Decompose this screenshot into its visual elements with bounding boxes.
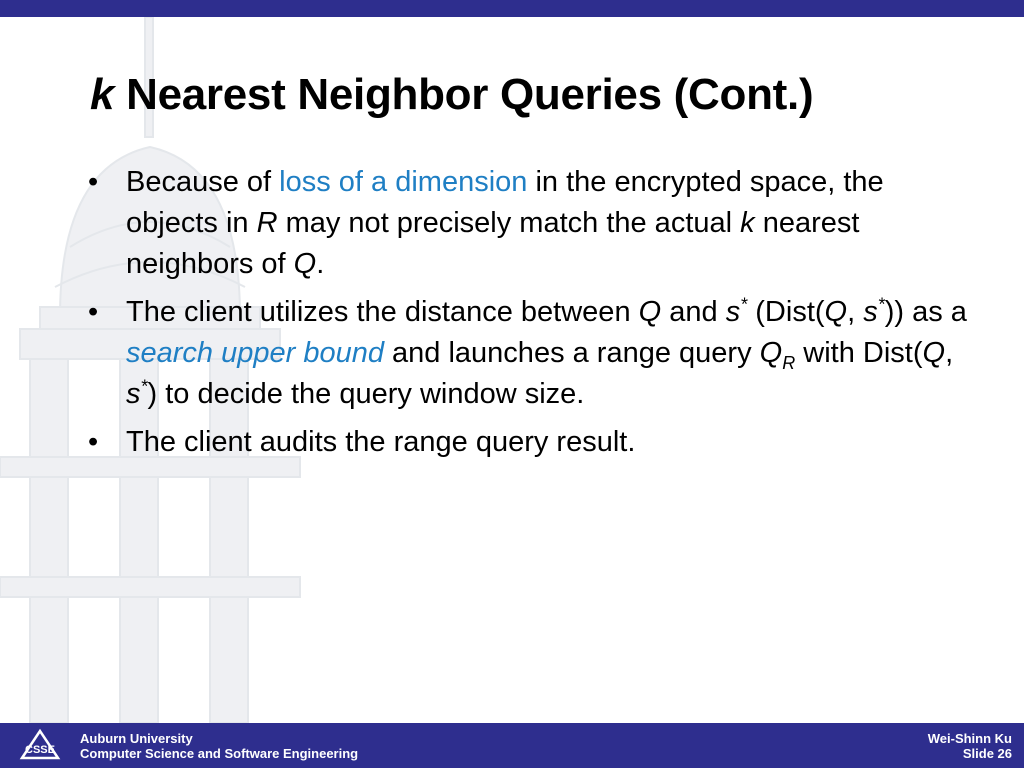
superscript-star: * [140,376,148,397]
csse-logo-icon [18,728,62,762]
footer-bar [0,723,1024,768]
bullet-text: and [661,296,726,328]
italic-symbol: Q [922,337,946,369]
bullet-text: )) as a [884,296,967,328]
bullet-text: ) to decide the query window size. [147,378,585,410]
footer-left [80,731,358,761]
footer-author: Wei-Shinn Ku [927,731,1012,746]
svg-text:CSSE: CSSE [25,744,55,756]
title-text: Nearest Neighbor Queries (Cont.) [126,70,814,119]
bullet-text: nearest neighbors of [126,207,860,280]
title-k: k [90,70,115,119]
italic-symbol: s [863,296,878,328]
bullet-text: , [847,296,864,328]
bullet-text: may not precisely match the actual [277,207,741,239]
bullet-text: (Dist( [747,296,825,328]
bullet-text: Because of [126,166,280,198]
footer-right [928,731,1012,761]
bullet-text: The client audits the range query result. [126,426,636,458]
italic-symbol: Q [759,337,783,369]
footer-department: Computer Science and Software Engineering [80,746,359,761]
bullet-list [88,162,968,470]
bullet-text: and launches a range query [383,337,760,369]
bullet-item [88,422,968,463]
italic-symbol: s [126,378,141,410]
bullet-text: . [316,248,325,280]
italic-symbol: Q [638,296,662,328]
bullet-marker: • [88,426,99,458]
highlight-text: search upper bound [126,337,384,369]
superscript-star: * [877,294,885,315]
bullet-item [88,292,968,415]
footer-university: Auburn University [80,731,193,746]
bullet-marker: • [88,166,99,198]
bullet-text: in the encrypted space, the objects in [126,166,884,239]
bullet-text: The client utilizes the distance between [126,296,639,328]
italic-symbol: R [256,207,278,239]
italic-symbol: Q [824,296,848,328]
slide-title [90,70,813,120]
footer-slide-number: Slide 26 [962,746,1012,761]
italic-symbol: k [740,207,755,239]
superscript-star: * [740,294,748,315]
italic-symbol: s [725,296,741,328]
bullet-item [88,162,968,285]
italic-symbol: Q [293,248,317,280]
subscript-r: R [782,352,796,373]
top-bar [0,0,1024,17]
bullet-marker: • [88,296,99,328]
bullet-text: , [945,337,954,369]
bullet-text: with Dist( [795,337,923,369]
highlight-text: loss of a dimension [279,166,528,198]
